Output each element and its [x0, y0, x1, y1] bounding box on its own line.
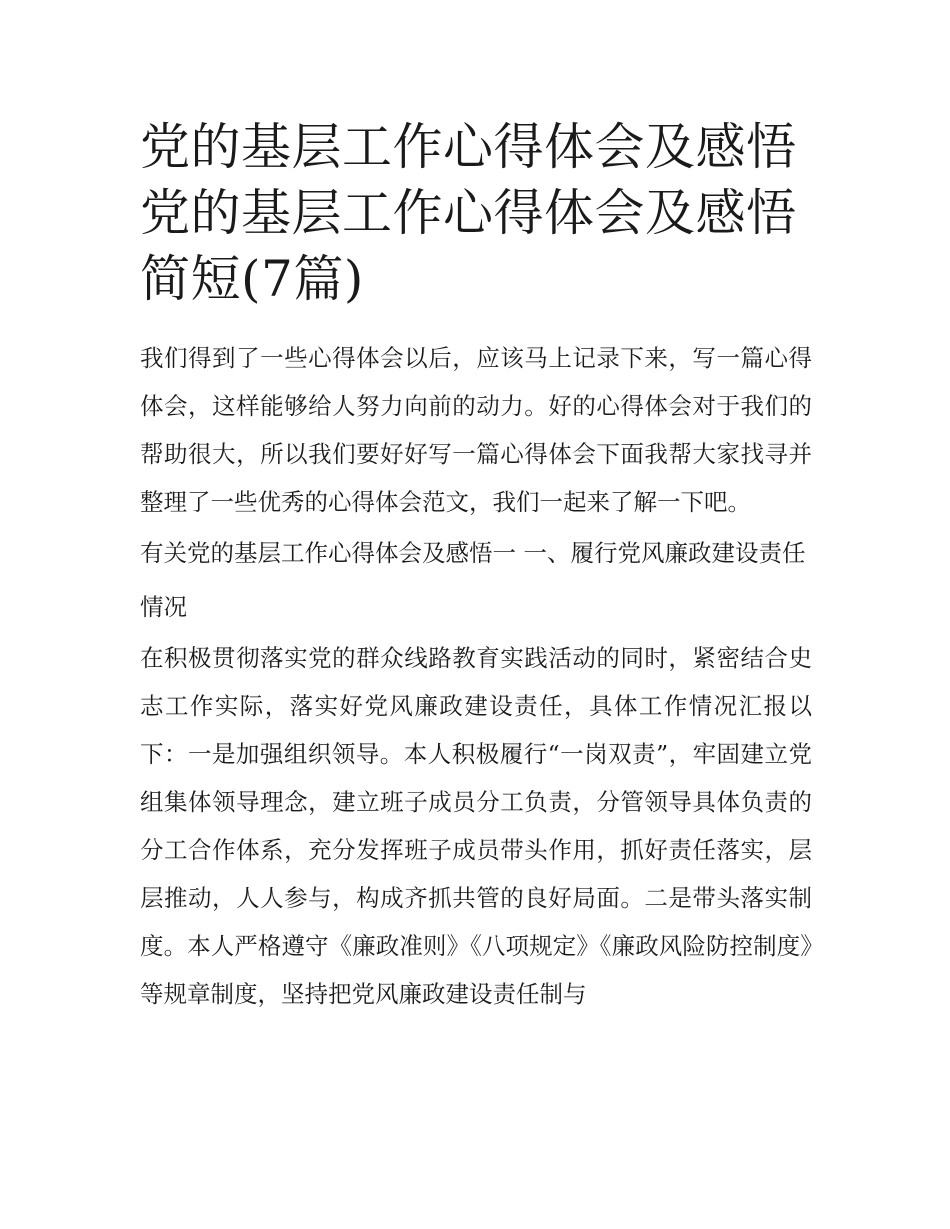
intro-paragraph: 我们得到了一些心得体会以后，应该马上记录下来，写一篇心得体会，这样能够给人努力向前的动力。好的心得体会对于我们的帮助很大，所以我们要好好写一篇心得体会下面我帮大家找寻并整理了一些优秀的心得体会范文，我们一起来了解一下吧。: [140, 344, 812, 516]
title-line-1: 党的基层工作心得体会及感悟: [140, 118, 797, 176]
section-heading: 有关党的基层工作心得体会及感悟一 一、履行党风廉政建设责任情况: [140, 539, 806, 621]
document-title: [140, 114, 812, 312]
body-paragraph: 在积极贯彻落实党的群众线路教育实践活动的同时，紧密结合史志工作实际，落实好党风廉政建设责任，具体工作情况汇报以下：一是加强组织领导。本人积极履行“一岗双责”，牢固建立党组集体领导理念，建立班子成员分工负责，分管领导具体负责的分工合作体系，充分发挥班子成员带头作用，抓好责任落实，层层推动，人人参与，构成齐抓共管的良好局面。二是带头落实制度。本人严格遵守《廉政准则》《八项规定》《廉政风险防控制度》等规章制度，坚持把党风廉政建设责任制与: [140, 644, 812, 1008]
document-page: [140, 114, 812, 1018]
title-line-3: 简短(7篇): [140, 250, 364, 308]
title-line-2: 党的基层工作心得体会及感悟: [140, 184, 797, 242]
